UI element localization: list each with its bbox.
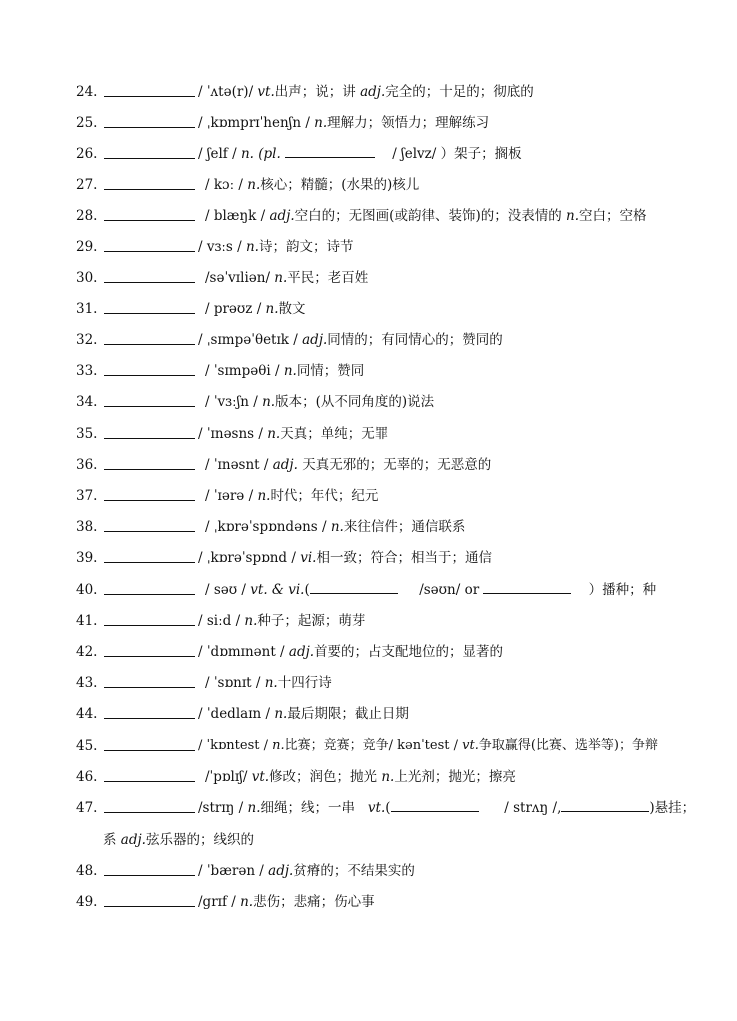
item-number: 26. — [76, 146, 98, 162]
answer-blank[interactable] — [104, 313, 195, 314]
item-definition: / ʃelf / n. (pl. / ʃelvz/ ）架子；搁板 — [198, 146, 522, 162]
list-item — [0, 206, 737, 226]
item-number: 27. — [76, 177, 98, 193]
answer-blank[interactable] — [104, 220, 195, 221]
item-number: 42. — [76, 644, 98, 660]
list-item — [0, 268, 737, 288]
list-item — [0, 237, 737, 257]
item-definition: / ˈɪərə / n.时代；年代；纪元 — [205, 488, 379, 504]
list-item — [0, 82, 737, 102]
list-item-continuation — [0, 830, 737, 850]
item-definition: / kɔː / n.核心；精髓；(水果的)核儿 — [205, 177, 420, 193]
item-number: 40. — [76, 582, 98, 598]
list-item — [0, 113, 737, 133]
item-number: 39. — [76, 550, 98, 566]
answer-blank[interactable] — [104, 469, 195, 470]
item-definition: / ˈɪnəsnt / adj. 天真无邪的；无辜的；无恶意的 — [205, 457, 492, 473]
answer-blank[interactable] — [104, 189, 195, 190]
answer-blank[interactable] — [104, 282, 195, 283]
answer-blank[interactable] — [104, 812, 195, 813]
item-number: 33. — [76, 363, 98, 379]
item-number: 32. — [76, 332, 98, 348]
item-definition: / blæŋk / adj.空白的；无图画(或韵律、装饰)的；没表情的 n.空白；空格 — [205, 208, 647, 224]
list-item — [0, 299, 737, 319]
item-definition: / ˈvɜːʃn / n.版本；(从不同角度的)说法 — [205, 394, 435, 410]
list-item — [0, 861, 737, 881]
list-item — [0, 144, 737, 164]
item-definition: /səˈvɪliən/ n.平民；老百姓 — [205, 270, 369, 286]
past-participle-blank[interactable] — [483, 581, 571, 594]
item-definition: / siːd / n.种子；起源；萌芽 — [198, 613, 366, 629]
item-number: 29. — [76, 239, 98, 255]
list-item — [0, 736, 737, 756]
item-number: 24. — [76, 84, 98, 100]
list-item — [0, 580, 737, 600]
list-item — [0, 548, 737, 568]
list-item — [0, 330, 737, 350]
item-definition: / ˈdedlaɪn / n.最后期限；截止日期 — [198, 706, 409, 722]
item-number: 31. — [76, 301, 98, 317]
item-number: 28. — [76, 208, 98, 224]
item-number: 47. — [76, 800, 98, 816]
answer-blank[interactable] — [104, 875, 195, 876]
item-definition: / ˈdɒmɪnənt / adj.首要的；占支配地位的；显著的 — [198, 644, 504, 660]
answer-blank[interactable] — [104, 750, 195, 751]
list-item — [0, 486, 737, 506]
answer-blank[interactable] — [104, 158, 195, 159]
item-number: 49. — [76, 894, 98, 910]
item-definition: / səʊ / vt. & vi.( /səʊn/ or ）播种；种 — [205, 582, 657, 598]
item-number: 34. — [76, 394, 98, 410]
answer-blank[interactable] — [104, 906, 195, 907]
answer-blank[interactable] — [104, 438, 195, 439]
item-definition: /ˈpɒlɪʃ/ vt.修改；润色；抛光 n.上光剂；抛光；擦亮 — [205, 769, 516, 785]
answer-blank[interactable] — [104, 718, 195, 719]
item-definition: / ˈɪnəsns / n.天真；单纯；无罪 — [198, 426, 389, 442]
item-definition: / ˌkɒrəˈspɒndəns / n.来往信件；通信联系 — [205, 519, 466, 535]
list-item — [0, 392, 737, 412]
answer-blank[interactable] — [104, 594, 195, 595]
past-tense-blank[interactable] — [310, 581, 398, 594]
past-tense-blank[interactable] — [391, 799, 479, 812]
list-item — [0, 892, 737, 912]
answer-blank[interactable] — [104, 344, 195, 345]
item-number: 46. — [76, 769, 98, 785]
item-definition: / vɜːs / n.诗；韵文；诗节 — [198, 239, 354, 255]
item-number: 48. — [76, 863, 98, 879]
answer-blank[interactable] — [104, 127, 195, 128]
item-definition: / ˈʌtə(r)/ vt.出声；说；讲 adj.完全的；十足的；彻底的 — [198, 84, 534, 100]
item-definition: / prəʊz / n.散文 — [205, 301, 306, 317]
item-definition: 系 adj.弦乐器的；线织的 — [103, 832, 254, 848]
item-number: 43. — [76, 675, 98, 691]
answer-blank[interactable] — [104, 781, 195, 782]
list-item — [0, 455, 737, 475]
list-item — [0, 704, 737, 724]
item-definition: / ˌsɪmpəˈθetɪk / adj.同情的；有同情心的；赞同的 — [198, 332, 503, 348]
list-item — [0, 798, 737, 818]
list-item — [0, 673, 737, 693]
list-item — [0, 642, 737, 662]
item-number: 36. — [76, 457, 98, 473]
list-item — [0, 517, 737, 537]
list-item — [0, 424, 737, 444]
list-item — [0, 361, 737, 381]
answer-blank[interactable] — [104, 687, 195, 688]
item-number: 41. — [76, 613, 98, 629]
item-definition: / ˈsɪmpəθi / n.同情；赞同 — [205, 363, 365, 379]
item-definition: / ˈbærən / adj.贫瘠的；不结果实的 — [198, 863, 415, 879]
item-number: 38. — [76, 519, 98, 535]
item-number: 25. — [76, 115, 98, 131]
item-number: 30. — [76, 270, 98, 286]
list-item — [0, 175, 737, 195]
answer-blank[interactable] — [104, 656, 195, 657]
plural-blank[interactable] — [285, 145, 375, 158]
list-item — [0, 767, 737, 787]
answer-blank[interactable] — [104, 500, 195, 501]
answer-blank[interactable] — [104, 625, 195, 626]
answer-blank[interactable] — [104, 375, 195, 376]
list-item — [0, 611, 737, 631]
item-number: 44. — [76, 706, 98, 722]
past-participle-blank[interactable] — [561, 799, 649, 812]
answer-blank[interactable] — [104, 406, 195, 407]
item-definition: / ˈsɒnɪt / n.十四行诗 — [205, 675, 332, 691]
item-number: 37. — [76, 488, 98, 504]
item-definition: / ˌkɒmprɪˈhenʃn / n.理解力；领悟力；理解练习 — [198, 115, 490, 131]
item-definition: /strɪŋ / n.细绳；线；一串 vt.( / strʌŋ /, )悬挂； — [198, 800, 696, 816]
answer-blank[interactable] — [104, 96, 195, 97]
answer-blank[interactable] — [104, 251, 195, 252]
item-definition: / ˌkɒrəˈspɒnd / vi.相一致；符合；相当于；通信 — [198, 550, 492, 566]
answer-blank[interactable] — [104, 562, 195, 563]
answer-blank[interactable] — [104, 531, 195, 532]
item-number: 35. — [76, 426, 98, 442]
item-number: 45. — [76, 738, 98, 754]
item-definition: / ˈkɒntest / n.比赛；竞赛；竞争/ kənˈtest / vt.争取赢得(比赛、选举等)；争辩 — [198, 738, 658, 753]
item-definition: /grɪf / n.悲伤；悲痛；伤心事 — [198, 894, 375, 910]
